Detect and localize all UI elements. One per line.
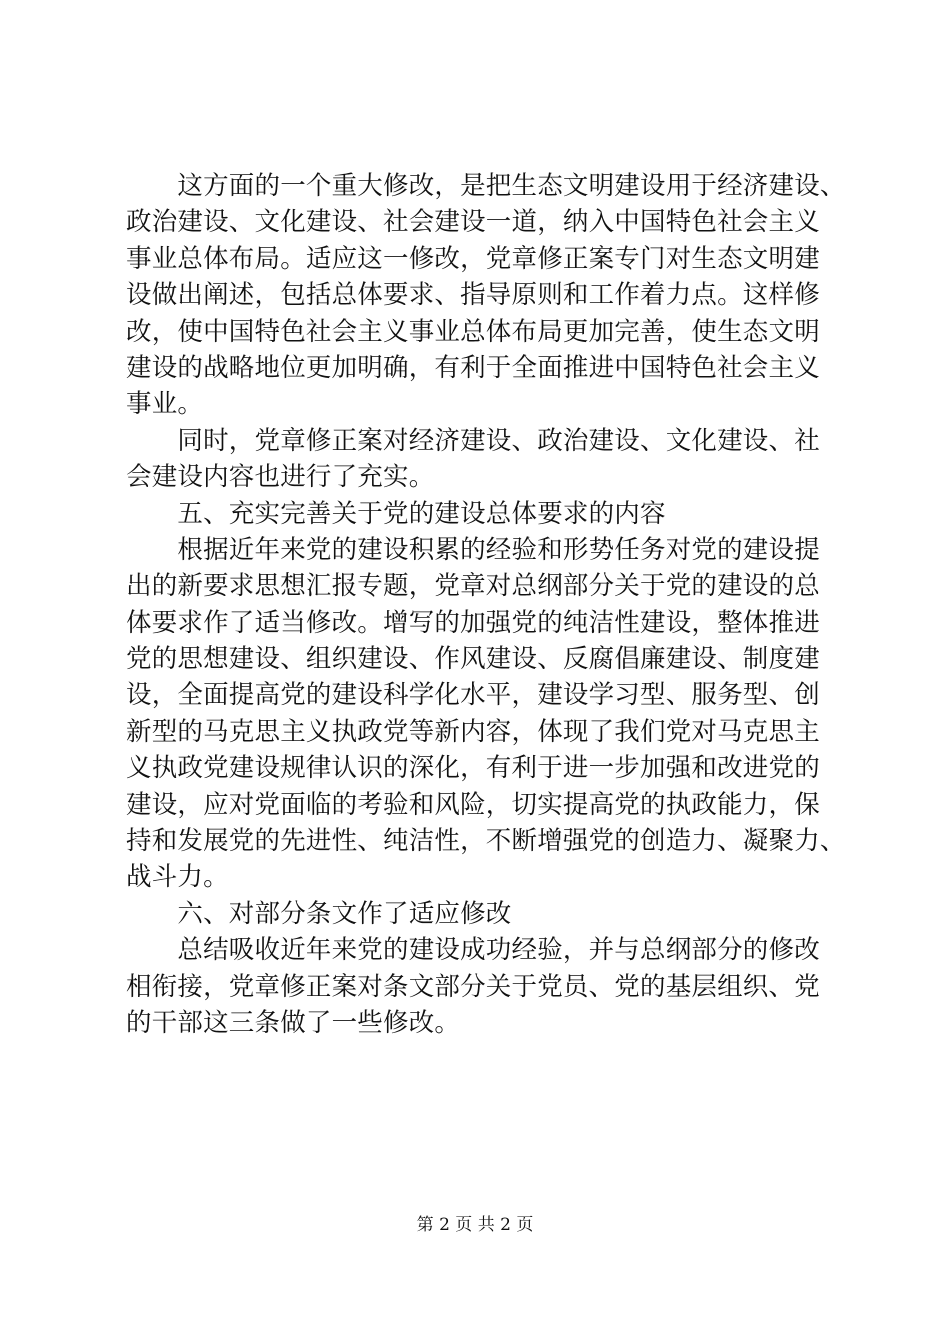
text-line: 事业总体布局。适应这一修改，党章修正案专门对生态文明建 — [126, 243, 820, 274]
text-line: 事业。 — [126, 389, 204, 420]
text-line: 体要求作了适当修改。增写的加强党的纯洁性建设，整体推进 — [126, 607, 820, 638]
section-heading: 六、对部分条文作了适应修改 — [126, 898, 512, 929]
page-footer: 第 2 页 共 2 页 — [416, 1215, 534, 1235]
text-line: 根据近年来党的建设积累的经验和形势任务对党的建设提 — [126, 534, 820, 565]
text-line: 出的新要求思想汇报专题，党章对总纲部分关于党的建设的总 — [126, 571, 820, 602]
text-line: 相衔接，党章修正案对条文部分关于党员、党的基层组织、党 — [126, 971, 820, 1002]
text-line: 这方面的一个重大修改，是把生态文明建设用于经济建设、 — [126, 171, 846, 201]
text-line: 会建设内容也进行了充实。 — [126, 462, 435, 493]
text-line: 总结吸收近年来党的建设成功经验，并与总纲部分的修改 — [126, 935, 820, 966]
text-line: 政治建设、文化建设、社会建设一道，纳入中国特色社会主义 — [126, 207, 820, 238]
text-line: 建设的战略地位更加明确，有利于全面推进中国特色社会主义 — [126, 352, 820, 383]
section-heading: 五、充实完善关于党的建设总体要求的内容 — [126, 498, 666, 529]
text-line: 的干部这三条做了一些修改。 — [126, 1007, 461, 1038]
text-line: 建设，应对党面临的考验和风险，切实提高党的执政能力，保 — [126, 789, 820, 820]
text-line: 同时，党章修正案对经济建设、政治建设、文化建设、社 — [126, 425, 820, 456]
text-line: 改，使中国特色社会主义事业总体布局更加完善，使生态文明 — [126, 316, 820, 347]
document-body — [126, 168, 846, 1041]
text-line: 设做出阐述，包括总体要求、指导原则和工作着力点。这样修 — [126, 280, 820, 311]
text-line: 党的思想建设、组织建设、作风建设、反腐倡廉建设、制度建 — [126, 644, 820, 675]
text-line: 设，全面提高党的建设科学化水平，建设学习型、服务型、创 — [126, 680, 820, 711]
text-line: 义执政党建设规律认识的深化，有利于进一步加强和改进党的 — [126, 753, 820, 784]
text-line: 新型的马克思主义执政党等新内容，体现了我们党对马克思主 — [126, 716, 820, 747]
text-line: 持和发展党的先进性、纯洁性，不断增强党的创造力、凝聚力、 — [126, 826, 846, 857]
text-line: 战斗力。 — [126, 862, 229, 893]
